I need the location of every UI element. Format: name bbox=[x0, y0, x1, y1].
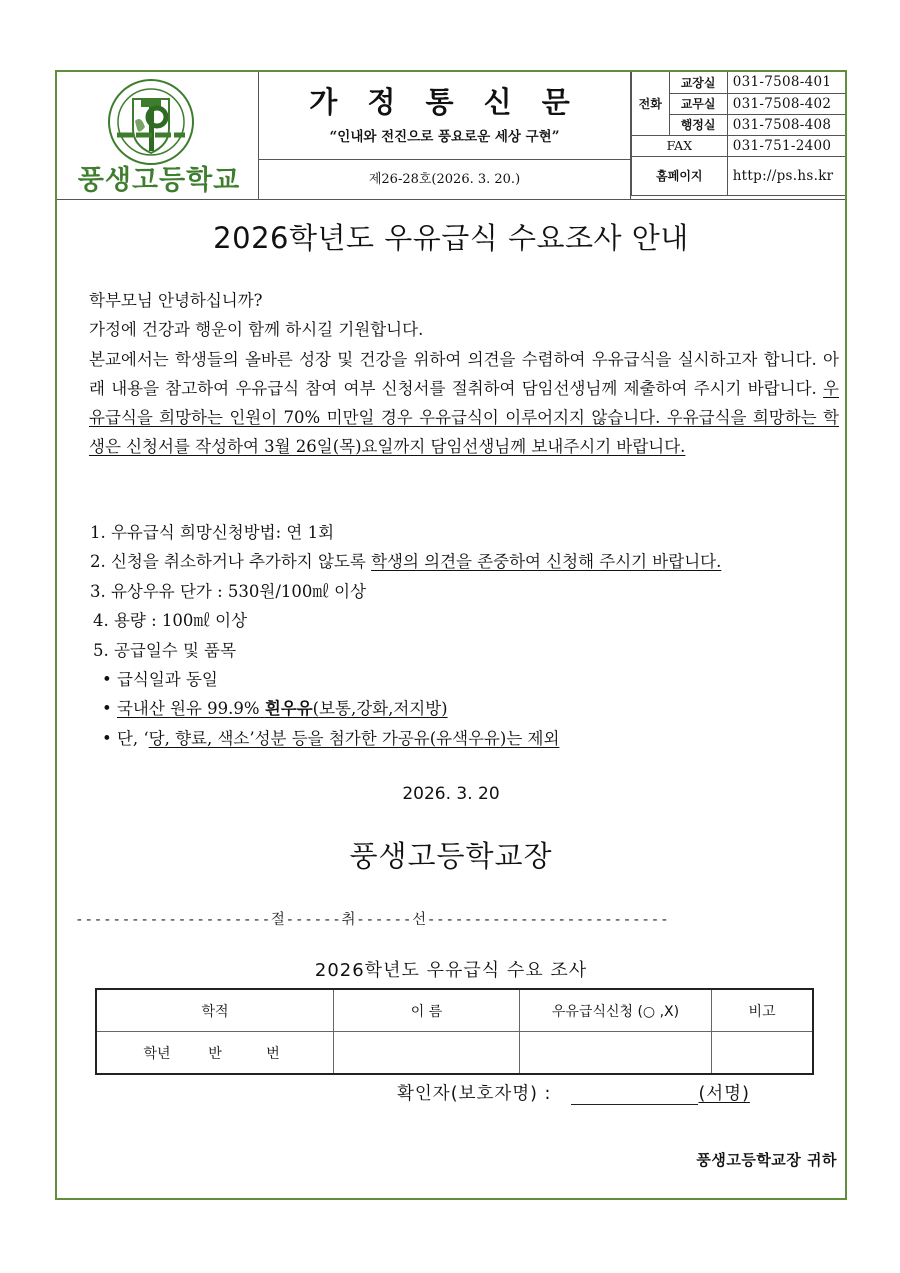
grade-label: 학년 bbox=[143, 1045, 171, 1062]
addressee: 풍생고등학교장 귀하 bbox=[696, 1151, 837, 1169]
list-item: 3. 유상우유 단가 : 530원/100㎖ 이상 bbox=[90, 581, 367, 601]
bullet-item bbox=[90, 724, 840, 753]
logo-cell bbox=[57, 72, 259, 199]
survey-title: 2026학년도 우유급식 수요 조사 bbox=[314, 960, 588, 981]
cut-line: ---------------------절------취------선-------------------------- bbox=[75, 912, 670, 928]
survey-table bbox=[95, 988, 814, 1075]
list-item-text: 2. 신청을 취소하거나 추가하지 않도록 bbox=[90, 552, 372, 572]
bullet-prefix: • 단, ‘ bbox=[102, 728, 149, 748]
bullet-bold: 흰우유 bbox=[264, 699, 313, 719]
confirm-label: 확인자(보호자명) : bbox=[397, 1084, 552, 1104]
intro-paragraph bbox=[89, 286, 839, 462]
list-item bbox=[90, 547, 840, 576]
header-apply: 우유급식신청 (○ ,X) bbox=[520, 989, 712, 1032]
guardian-signature-field[interactable] bbox=[571, 1086, 698, 1105]
list-item-underlined: 학생의 의견을 존중하여 신청해 주시기 바랍니다. bbox=[371, 552, 722, 572]
document-title: 2026학년도 우유급식 수요조사 안내 bbox=[213, 221, 689, 255]
list-item: 5. 공급일수 및 품목 bbox=[93, 640, 237, 660]
school-motto: “인내와 전진으로 풍요로운 세상 구현” bbox=[329, 129, 560, 145]
apply-field[interactable] bbox=[520, 1032, 712, 1075]
bullet-prefix: • bbox=[102, 699, 117, 719]
contact-room: 교장실 bbox=[669, 72, 727, 93]
intro-body bbox=[89, 345, 839, 462]
school-name: 풍생고등학교 bbox=[77, 165, 241, 196]
note-field[interactable] bbox=[712, 1032, 814, 1075]
guardian-confirmation bbox=[397, 1080, 750, 1105]
bullet-underlined: 국내산 원유 99.9% bbox=[116, 699, 265, 719]
intro-text: 본교에서는 학생들의 올바른 성장 및 건강을 위하여 의견을 수렴하여 우유급식을 실시하고자 합니다. 아래 내용을 참고하여 우유급식 참여 여부 신청서를 절취하여 담임선생님께 제출하여 주시기 바랍니다. bbox=[89, 349, 839, 398]
bullet-underlined: 당, 향료, 색소’성분 등을 첨가한 가공유(유색우유)는 제외 bbox=[148, 728, 560, 748]
contact-room: 교무실 bbox=[669, 93, 727, 114]
greeting-line: 가정에 건강과 행운이 함께 하시길 기원합니다. bbox=[89, 320, 424, 340]
number-label: 번 bbox=[266, 1045, 280, 1062]
sign-label: (서명) bbox=[698, 1084, 750, 1104]
newsletter-title: 가 정 통 신 문 bbox=[309, 85, 580, 119]
newsletter-title-cell bbox=[259, 72, 631, 160]
contact-table bbox=[631, 72, 845, 196]
bullet-underlined: (보통,강화,저지방) bbox=[312, 699, 448, 719]
newsletter-header bbox=[57, 72, 845, 200]
contact-number: 031-7508-408 bbox=[727, 114, 845, 135]
contact-number: 031-7508-402 bbox=[727, 93, 845, 114]
bullet-item bbox=[90, 694, 840, 723]
contact-room: 행정실 bbox=[669, 114, 727, 135]
name-field[interactable] bbox=[334, 1032, 520, 1075]
header-student-info: 학적 bbox=[96, 989, 334, 1032]
contact-number: 031-7508-401 bbox=[727, 72, 845, 93]
header-note: 비고 bbox=[712, 989, 814, 1032]
student-info-field[interactable] bbox=[96, 1032, 334, 1075]
list-item: 4. 용량 : 100㎖ 이상 bbox=[93, 611, 248, 631]
fax-number: 031-751-2400 bbox=[727, 135, 845, 156]
intro-notice-underlined: 우유급식을 희망하는 인원이 70% 미만일 경우 우유급식이 이루어지지 않습니다. 우유급식을 희망하는 학생은 신청서를 작성하여 3월 26일(목)요일까지 담임선생님께 보내주시기 바랍니다. bbox=[89, 378, 839, 457]
signatory: 풍생고등학교장 bbox=[349, 839, 553, 873]
homepage-link[interactable]: http://ps.hs.kr bbox=[727, 156, 845, 195]
class-label: 반 bbox=[208, 1045, 222, 1062]
issue-number: 제26-28호(2026. 3. 20.) bbox=[259, 160, 631, 199]
homepage-label: 홈페이지 bbox=[632, 156, 728, 195]
fax-label: FAX bbox=[632, 135, 728, 156]
bullet-item: • 급식일과 동일 bbox=[102, 670, 218, 690]
document-date: 2026. 3. 20 bbox=[402, 784, 500, 804]
page-frame bbox=[55, 70, 847, 1200]
list-item: 1. 우유급식 희망신청방법: 연 1회 bbox=[90, 523, 335, 542]
info-list bbox=[90, 518, 840, 753]
greeting-line: 학부모님 안녕하십니까? bbox=[89, 291, 263, 310]
phone-label: 전화 bbox=[632, 72, 670, 135]
header-name: 이 름 bbox=[334, 989, 520, 1032]
school-emblem-icon bbox=[103, 77, 199, 167]
